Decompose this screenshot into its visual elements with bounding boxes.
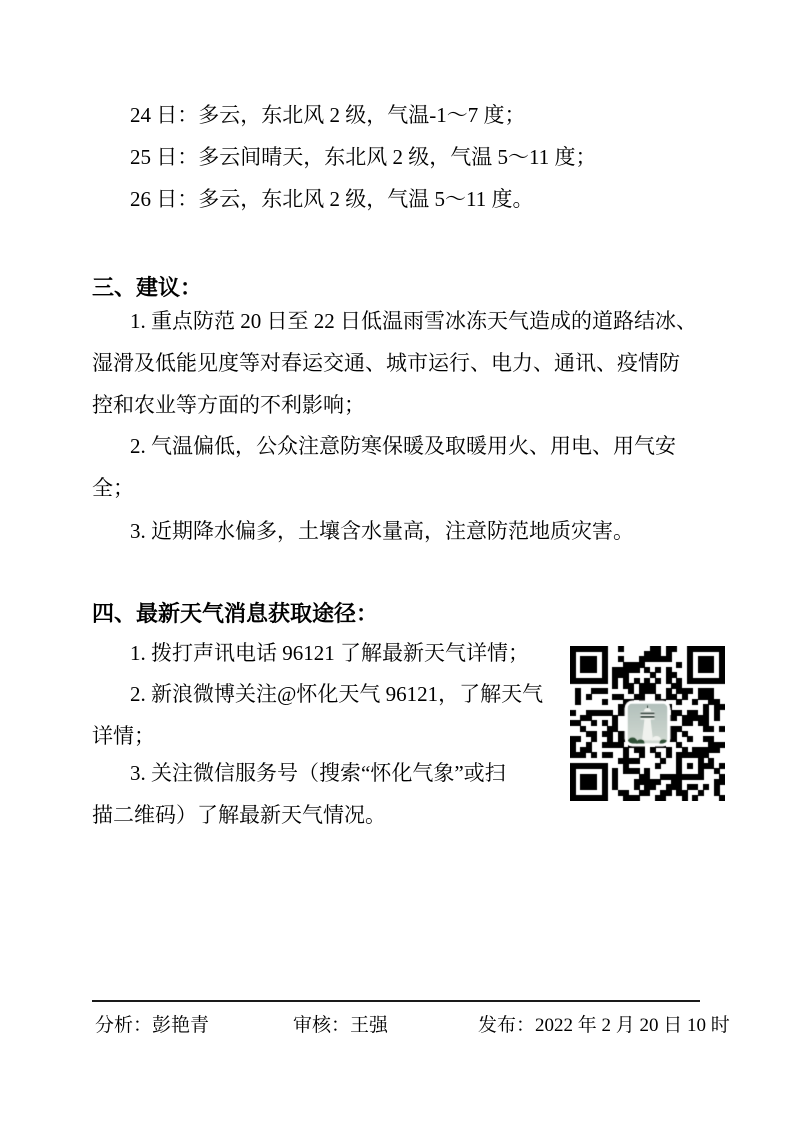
- footer-analyst: 分析：彭艳青: [95, 1015, 210, 1036]
- forecast-line-day26: 26 日：多云，东北风 2 级，气温 5～11 度。: [130, 187, 534, 211]
- suggestion-1-line-3: 控和农业等方面的不利影响；: [92, 393, 365, 417]
- forecast-line-day25: 25 日：多云间晴天，东北风 2 级，气温 5～11 度；: [130, 145, 597, 169]
- channel-2-line-2: 详情；: [92, 724, 155, 748]
- channel-1-line-1: 1. 拨打声讯电话 96121 了解最新天气详情；: [130, 641, 529, 665]
- wechat-qr-code: [570, 646, 725, 801]
- suggestion-3-line-1: 3. 近期降水偏多，土壤含水量高，注意防范地质灾害。: [130, 519, 634, 543]
- footer-publish-time: 发布：2022 年 2 月 20 日 10 时: [478, 1015, 730, 1036]
- suggestion-1-line-1: 1. 重点防范 20 日至 22 日低温雨雪冰冻天气造成的道路结冰、: [130, 309, 697, 333]
- suggestion-2-line-2: 全；: [92, 476, 134, 500]
- footer-divider: [92, 1000, 700, 1002]
- section-heading-channels: 四、最新天气消息获取途径：: [92, 601, 379, 626]
- forecast-line-day24: 24 日：多云，东北风 2 级，气温-1～7 度；: [130, 103, 526, 127]
- channel-2-line-1: 2. 新浪微博关注@怀化天气 96121，了解天气: [130, 682, 544, 706]
- channel-3-line-2: 描二维码）了解最新天气情况。: [92, 803, 386, 827]
- section-heading-suggestions: 三、建议：: [92, 275, 203, 300]
- suggestion-1-line-2: 湿滑及低能见度等对春运交通、城市运行、电力、通讯、疫情防: [92, 351, 680, 375]
- footer-reviewer: 审核：王强: [293, 1015, 389, 1036]
- channel-3-line-1: 3. 关注微信服务号（搜索“怀化气象”或扫: [130, 761, 506, 785]
- suggestion-2-line-1: 2. 气温偏低，公众注意防寒保暖及取暖用火、用电、用气安: [130, 434, 676, 458]
